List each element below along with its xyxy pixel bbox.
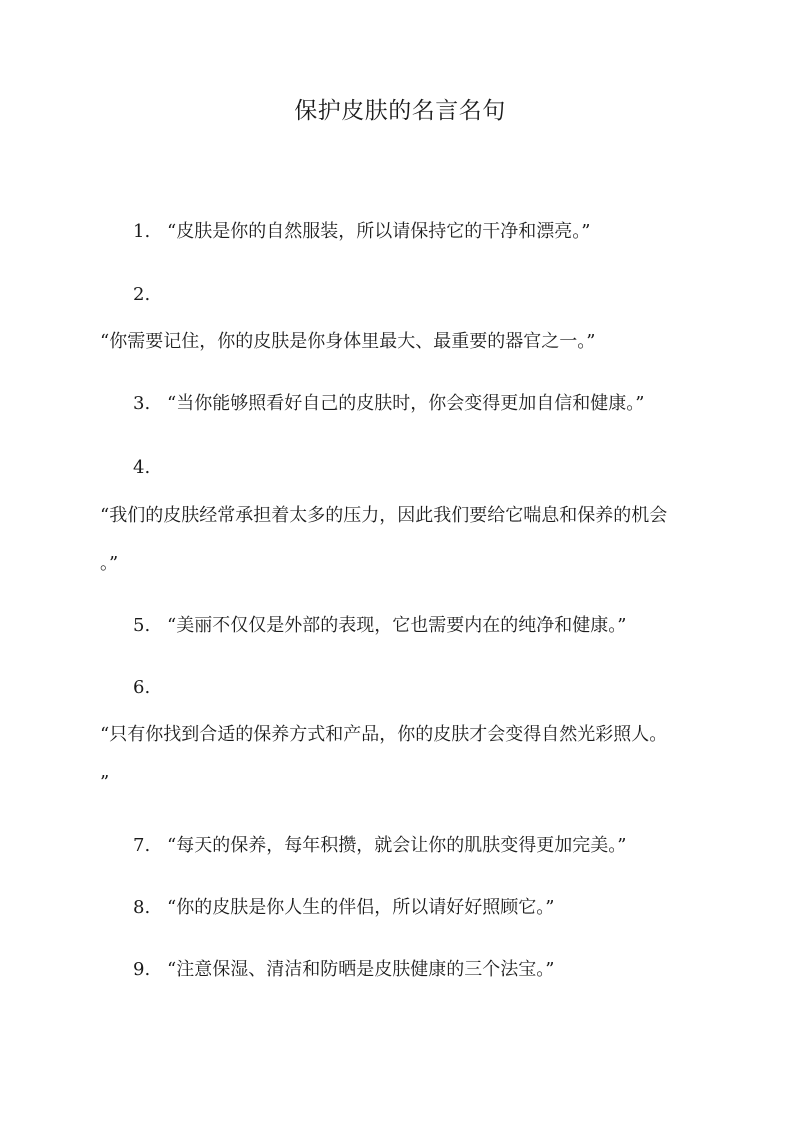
item-text: “只有你找到合适的保养方式和产品，你的皮肤才会变得自然光彩照人。	[100, 724, 668, 745]
item-text-continuation: ”	[100, 772, 110, 793]
list-item	[133, 834, 626, 858]
item-number: 7.	[133, 835, 151, 856]
list-item-number-line	[133, 456, 167, 480]
item-number: 1.	[133, 221, 151, 242]
list-item	[133, 896, 554, 920]
item-number: 9.	[133, 959, 151, 980]
item-text-continuation: 。”	[100, 553, 119, 574]
list-item	[133, 220, 590, 244]
item-number: 3.	[133, 393, 151, 414]
list-item	[133, 614, 626, 638]
list-item-text-line	[100, 330, 595, 354]
list-item	[133, 958, 554, 982]
list-item-text-continuation	[100, 552, 118, 576]
list-item-text-line	[100, 504, 667, 528]
item-text: “你需要记住，你的皮肤是你身体里最大、最重要的器官之一。”	[100, 331, 596, 352]
item-number: 5.	[133, 615, 151, 636]
item-text: “当你能够照看好自己的皮肤时，你会变得更加自信和健康。”	[167, 393, 645, 414]
item-text: “你的皮肤是你人生的伴侣，所以请好好照顾它。”	[167, 897, 555, 918]
list-item-number-line	[133, 283, 167, 307]
item-text: “我们的皮肤经常承担着太多的压力，因此我们要给它喘息和保养的机会	[100, 505, 668, 526]
item-number: 8.	[133, 897, 151, 918]
item-number: 6.	[133, 677, 151, 698]
item-text: “美丽不仅仅是外部的表现，它也需要内在的纯净和健康。”	[167, 615, 627, 636]
list-item-number-line	[133, 676, 167, 700]
item-text: “皮肤是你的自然服装，所以请保持它的干净和漂亮。”	[167, 221, 591, 242]
document-title: 保护皮肤的名言名句	[294, 98, 506, 124]
item-number: 4.	[133, 457, 151, 478]
list-item	[133, 392, 644, 416]
list-item-text-line	[100, 723, 667, 747]
item-number: 2.	[133, 284, 151, 305]
item-text: “每天的保养，每年积攒，就会让你的肌肤变得更加完美。”	[167, 835, 627, 856]
list-item-text-continuation	[100, 771, 109, 795]
item-text: “注意保湿、清洁和防晒是皮肤健康的三个法宝。”	[167, 959, 555, 980]
